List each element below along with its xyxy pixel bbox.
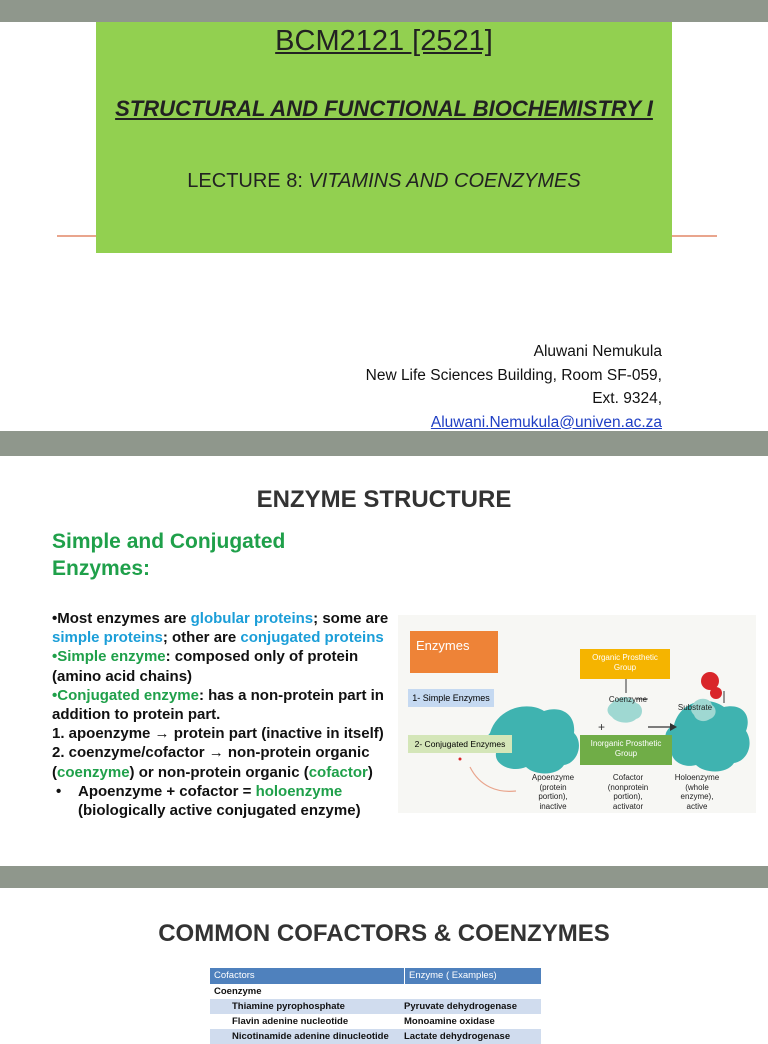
header-cell: Cofactors xyxy=(210,968,405,984)
conjugated-enzymes-label: 2- Conjugated Enzymes xyxy=(408,735,512,753)
item-coenzyme-cofactor: 2. coenzyme/cofactor → non-protein organic (coenzyme) or non-protein organic (cofactor) xyxy=(52,744,373,781)
slide-subheading: Simple and Conjugated Enzymes: xyxy=(52,530,286,580)
enzymes-label-box: Enzymes xyxy=(410,631,498,673)
coenzyme-label: Coenzyme xyxy=(608,695,648,704)
enzyme-cell: Lactate dehydrogenase xyxy=(404,1031,511,1042)
slide-separator-top xyxy=(0,0,768,22)
table-section-row xyxy=(210,984,541,999)
enzyme-cell: Monoamine oxidase xyxy=(404,1016,495,1027)
apoenzyme-label: Apoenzyme (protein portion), inactive xyxy=(531,773,575,811)
item-apoenzyme: 1. apoenzyme → protein part (inactive in itself) xyxy=(52,725,384,743)
slide-separator xyxy=(0,431,768,456)
title-banner xyxy=(96,22,672,253)
author-ext: Ext. 9324, xyxy=(592,390,662,407)
enzyme-structure-slide xyxy=(0,456,768,866)
bullet-globular: •Most enzymes are globular proteins; some are simple proteins; other are conjugated proteins xyxy=(52,610,389,647)
slide-separator-2 xyxy=(0,866,768,888)
course-code: BCM2121 [2521] xyxy=(275,25,493,57)
header-cell: Enzyme ( Examples) xyxy=(409,970,497,981)
table-header xyxy=(210,968,541,984)
organic-prosthetic-label: Organic Prosthetic Group xyxy=(580,649,670,679)
section-cell: Coenzyme xyxy=(214,986,262,997)
lecture-label: LECTURE 8: xyxy=(187,170,309,192)
title-slide xyxy=(0,22,768,431)
author-address: New Life Sciences Building, Room SF-059, xyxy=(365,366,662,384)
enzyme-cell: Pyruvate dehydrogenase xyxy=(404,1001,517,1012)
course-title: STRUCTURAL AND FUNCTIONAL BIOCHEMISTRY I xyxy=(115,96,653,121)
table-row xyxy=(210,1029,541,1044)
lecture-topic: VITAMINS AND COENZYMES xyxy=(308,170,581,192)
inorganic-prosthetic-label: Inorganic Prosthetic Group xyxy=(580,735,672,765)
cofactors-slide xyxy=(0,888,768,1042)
red-dot xyxy=(459,758,462,761)
author-email-link[interactable]: Aluwani.Nemukula@univen.ac.za xyxy=(430,413,662,431)
enzyme-diagram xyxy=(398,615,756,813)
cofactor-cell: Thiamine pyrophosphate xyxy=(232,1001,345,1012)
table-row xyxy=(210,1014,541,1029)
slide-heading: COMMON COFACTORS & COENZYMES xyxy=(158,920,610,947)
substrate-label: Substrate xyxy=(677,703,713,712)
bullet-conjugated-enzyme: •Conjugated enzyme: has a non-protein part in addition to protein part. xyxy=(52,686,384,724)
plus-sign: + xyxy=(598,720,606,734)
slide-body xyxy=(52,609,392,820)
lecture-title xyxy=(96,170,672,193)
cofactor-cell: Flavin adenine nucleotide xyxy=(232,1016,349,1027)
author-info xyxy=(366,340,662,434)
curved-arrow xyxy=(470,767,516,791)
table-row xyxy=(210,999,541,1014)
cofactors-table xyxy=(210,968,541,1044)
bullet-simple-enzyme: •Simple enzyme: composed only of protein (amino acid chains) xyxy=(52,648,359,685)
bullet-holoenzyme: • Apoenzyme + cofactor = holoenzyme (biologically active conjugated enzyme) xyxy=(56,782,361,820)
cofactor-cell: Nicotinamide adenine dinucleotide xyxy=(232,1031,389,1042)
simple-enzymes-label: 1- Simple Enzymes xyxy=(408,689,494,707)
substrate-shape-2 xyxy=(710,687,722,699)
slide-heading: ENZYME STRUCTURE xyxy=(256,486,512,513)
author-name: Aluwani Nemukula xyxy=(533,343,662,360)
holoenzyme-label: Holoenzyme (whole enzyme), active xyxy=(674,773,720,811)
cofactor-label: Cofactor (nonprotein portion), activator xyxy=(607,773,649,811)
